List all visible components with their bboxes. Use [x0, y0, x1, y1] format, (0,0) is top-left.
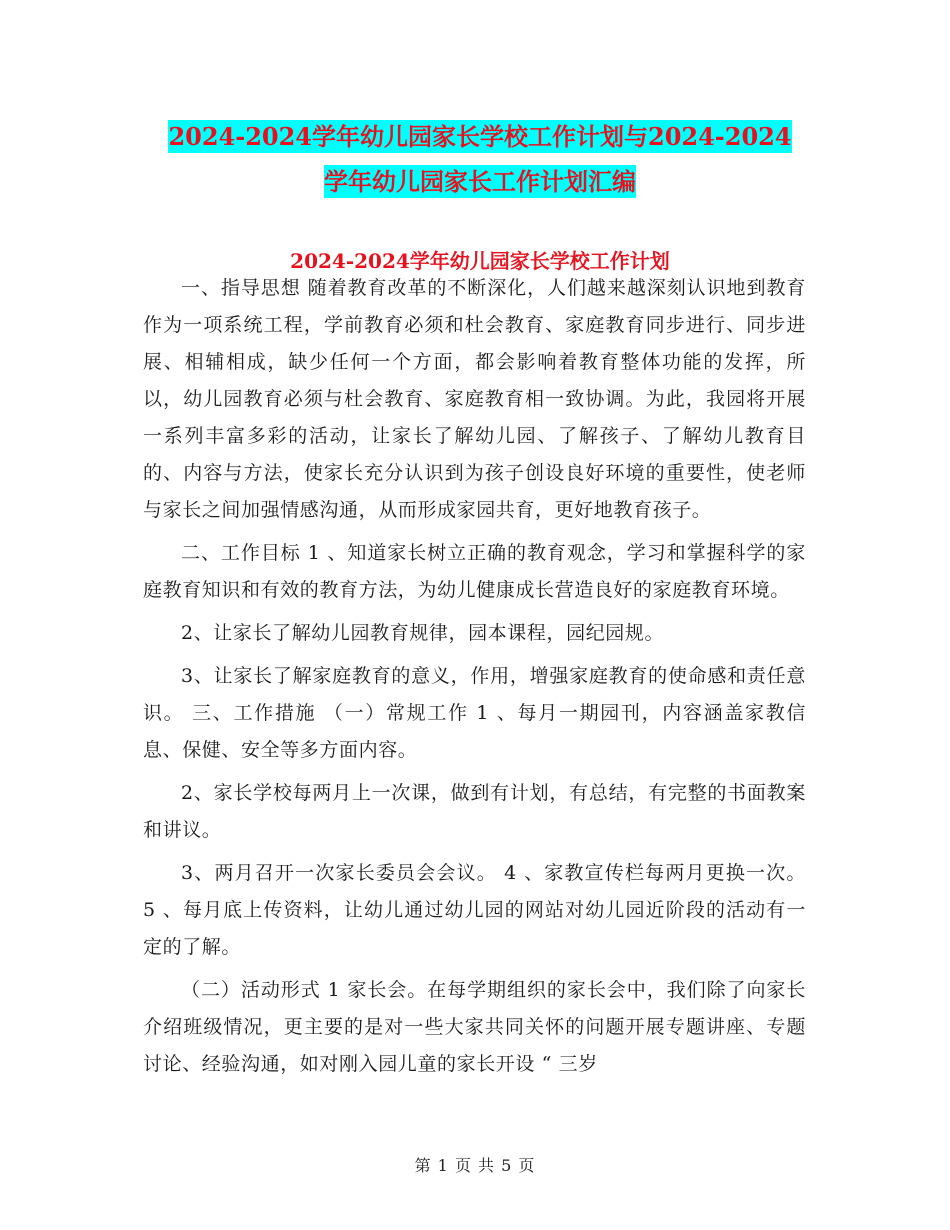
document-title-line-2: 学年幼儿园家长工作计划汇编 [324, 167, 636, 196]
document-body [143, 270, 806, 1083]
section-title: 2024-2024学年幼儿园家长学校工作计划 [290, 249, 670, 273]
paragraph-measure-2: 2、家长学校每两月上一次课，做到有计划，有总结，有完整的书面教案和讲议。 [143, 782, 806, 841]
paragraph-work-goals: 二、工作目标 1 、知道家长树立正确的教育观念，学习和掌握科学的家庭教育知识和有效的教育方法，为幼儿健康成长营造良好的家庭教育环境。 [143, 542, 806, 601]
paragraph-activity-forms: （二）活动形式 1 家长会。在每学期组织的家长会中，我们除了向家长介绍班级情况，更主要的是对一些大家共同关怀的问题开展专题讲座、专题讨论、经验沟通，如对刚入园儿童的家长开设 “ 三岁 [143, 979, 806, 1075]
document-title [140, 114, 820, 204]
paragraph-goal-2: 2、让家长了解幼儿园教育规律，园本课程，园纪园规。 [181, 622, 665, 644]
paragraph-measure-3-5: 3、两月召开一次家长委员会会议。 4 、家教宣传栏每两月更换一次。 5 、每月底上传资料，让幼儿通过幼儿园的网站对幼儿园近阶段的活动有一定的了解。 [143, 862, 806, 958]
page-footer: 第 1 页 共 5 页 [414, 1156, 536, 1175]
paragraph-guiding-ideology: 一、指导思想 随着教育改革的不断深化，人们越来越深刻认识地到教育作为一项系统工程，学前教育必须和杜会教育、家庭教育同步进行、同步进展、相辅相成，缺少任何一个方面，都会影响着教育整体功能的发挥，所以，幼儿园教育必须与杜会教育、家庭教育相一致协调。为此，我园将开展一系列丰富多彩的活动，让家长了解幼儿园、了解孩子、了解幼儿教育目的、内容与方法，使家长充分认识到为孩子创设良好环境的重要性，使老师与家长之间加强情感沟通，从而形成家园共育，更好地教育孩子。 [143, 277, 806, 521]
paragraph-goal-3-measures: 3、让家长了解家庭教育的意义，作用，增强家庭教育的使命感和责任意识。 三、工作措施 （一）常规工作 1 、每月一期园刊，内容涵盖家教信息、保健、安全等多方面内容。 [143, 665, 806, 761]
document-title-line-1: 2024-2024学年幼儿园家长学校工作计划与2024-2024 [168, 122, 792, 151]
